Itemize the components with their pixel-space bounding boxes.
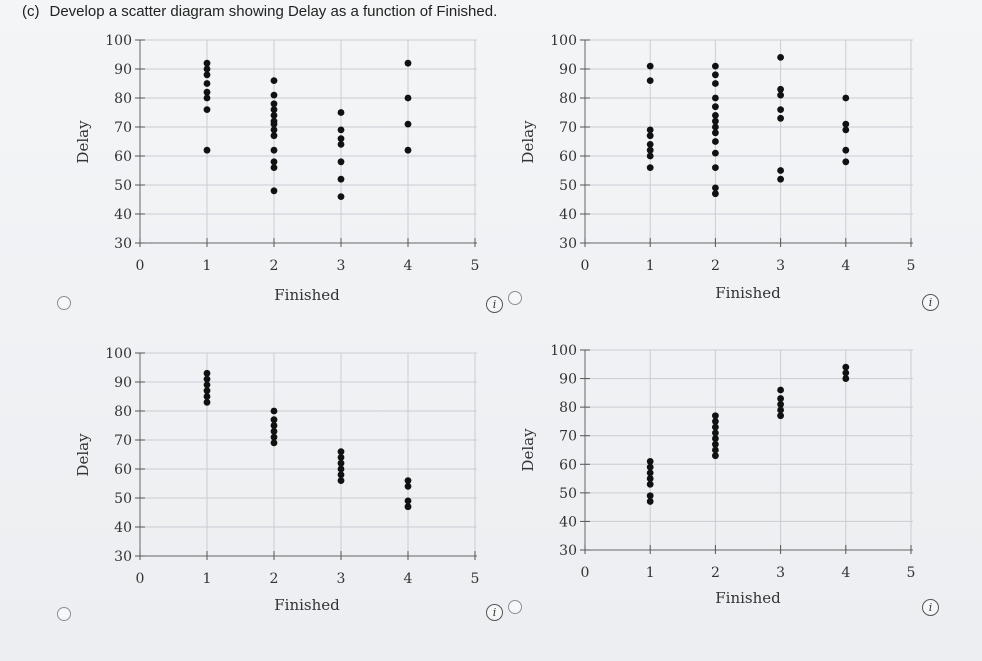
x-tick-label: 4 bbox=[403, 258, 413, 274]
y-tick-label: 90 bbox=[114, 62, 132, 78]
data-point bbox=[405, 477, 412, 484]
data-point bbox=[271, 127, 278, 134]
data-point bbox=[338, 127, 345, 134]
data-point bbox=[338, 454, 345, 461]
option-d-info-icon[interactable]: i bbox=[922, 599, 939, 616]
question-part-label: (c) bbox=[22, 3, 40, 20]
x-tick-label: 4 bbox=[841, 565, 851, 581]
data-point bbox=[712, 63, 719, 70]
scatter-plot-a bbox=[0, 30, 490, 310]
data-point bbox=[338, 141, 345, 148]
data-point bbox=[271, 77, 278, 84]
x-axis-title: Finished bbox=[715, 284, 781, 302]
data-point bbox=[777, 106, 784, 113]
data-point bbox=[842, 127, 849, 134]
y-tick-label: 30 bbox=[114, 236, 132, 252]
data-point bbox=[204, 66, 211, 73]
data-point bbox=[842, 147, 849, 154]
y-tick-label: 80 bbox=[114, 404, 132, 420]
x-tick-label: 5 bbox=[906, 258, 916, 274]
y-tick-label: 50 bbox=[559, 485, 577, 502]
y-tick-label: 70 bbox=[114, 433, 132, 449]
y-tick-label: 100 bbox=[105, 346, 132, 362]
data-point bbox=[338, 193, 345, 200]
x-tick-label: 1 bbox=[645, 258, 655, 274]
data-point bbox=[777, 167, 784, 174]
data-point bbox=[271, 147, 278, 154]
y-axis-title: Delay bbox=[519, 428, 537, 472]
y-tick-label: 70 bbox=[114, 120, 132, 136]
data-point bbox=[271, 164, 278, 171]
data-point bbox=[271, 92, 278, 99]
y-axis-title: Delay bbox=[519, 120, 537, 164]
data-point bbox=[405, 498, 412, 505]
data-point bbox=[338, 460, 345, 467]
data-point bbox=[777, 176, 784, 183]
x-axis-title: Finished bbox=[274, 596, 340, 614]
data-point bbox=[777, 387, 784, 394]
x-tick-label: 3 bbox=[336, 571, 346, 587]
data-point bbox=[271, 422, 278, 429]
y-tick-label: 80 bbox=[559, 400, 577, 417]
data-point bbox=[204, 89, 211, 96]
data-point bbox=[777, 86, 784, 93]
data-point bbox=[647, 458, 654, 465]
x-tick-label: 3 bbox=[776, 258, 786, 274]
data-point bbox=[338, 471, 345, 478]
data-point bbox=[271, 106, 278, 113]
data-point bbox=[204, 147, 211, 154]
y-tick-label: 90 bbox=[559, 371, 577, 388]
option-b-info-icon[interactable]: i bbox=[922, 294, 939, 311]
x-tick-label: 2 bbox=[269, 571, 279, 587]
data-point bbox=[338, 109, 345, 116]
data-point bbox=[712, 138, 719, 145]
y-tick-label: 40 bbox=[559, 514, 577, 531]
data-point bbox=[712, 80, 719, 87]
x-tick-label: 2 bbox=[269, 258, 279, 274]
scatter-plot-c bbox=[0, 340, 490, 620]
data-point bbox=[405, 60, 412, 67]
data-point bbox=[712, 129, 719, 136]
data-point bbox=[777, 54, 784, 61]
data-point bbox=[712, 118, 719, 125]
y-tick-label: 60 bbox=[559, 457, 577, 474]
data-point bbox=[405, 95, 412, 102]
x-tick-label: 5 bbox=[470, 258, 480, 274]
data-point bbox=[647, 164, 654, 171]
option-d-radio[interactable] bbox=[508, 600, 522, 614]
x-axis-title: Finished bbox=[274, 286, 340, 304]
y-tick-label: 30 bbox=[559, 543, 577, 559]
y-tick-label: 60 bbox=[114, 462, 132, 478]
x-tick-label: 3 bbox=[776, 565, 786, 581]
data-point bbox=[271, 118, 278, 125]
y-axis-title: Delay bbox=[74, 433, 92, 477]
data-point bbox=[271, 408, 278, 415]
data-point bbox=[712, 185, 719, 192]
question-text bbox=[22, 3, 497, 20]
y-tick-label: 100 bbox=[105, 33, 132, 49]
data-point bbox=[647, 77, 654, 84]
x-tick-label: 0 bbox=[135, 571, 145, 587]
data-point bbox=[338, 176, 345, 183]
data-point bbox=[712, 103, 719, 110]
y-tick-label: 50 bbox=[114, 491, 132, 507]
data-point bbox=[647, 132, 654, 139]
y-tick-label: 60 bbox=[559, 149, 577, 165]
option-c-radio[interactable] bbox=[57, 607, 71, 621]
data-point bbox=[647, 153, 654, 160]
data-point bbox=[712, 412, 719, 419]
x-tick-label: 0 bbox=[135, 258, 145, 274]
data-point bbox=[712, 150, 719, 157]
data-point bbox=[842, 364, 849, 371]
question-body: Develop a scatter diagram showing Delay as a function of Finished. bbox=[49, 3, 498, 20]
data-point bbox=[842, 95, 849, 102]
y-tick-label: 80 bbox=[114, 91, 132, 107]
data-point bbox=[271, 428, 278, 435]
y-tick-label: 90 bbox=[114, 375, 132, 391]
y-tick-label: 30 bbox=[114, 549, 132, 565]
data-point bbox=[338, 135, 345, 142]
data-point bbox=[338, 448, 345, 455]
option-b-radio[interactable] bbox=[508, 291, 522, 305]
y-tick-label: 60 bbox=[114, 149, 132, 165]
scatter-plot-b bbox=[491, 30, 982, 310]
y-tick-label: 80 bbox=[559, 91, 577, 107]
data-point bbox=[204, 370, 211, 377]
data-point bbox=[204, 71, 211, 78]
y-tick-label: 100 bbox=[550, 343, 577, 359]
data-point bbox=[204, 95, 211, 102]
x-tick-label: 0 bbox=[580, 565, 590, 581]
y-tick-label: 100 bbox=[550, 33, 577, 49]
data-point bbox=[405, 121, 412, 128]
y-axis-title: Delay bbox=[74, 120, 92, 164]
data-point bbox=[204, 60, 211, 67]
data-point bbox=[271, 187, 278, 194]
y-tick-label: 50 bbox=[559, 178, 577, 194]
x-tick-label: 2 bbox=[710, 565, 720, 581]
x-tick-label: 1 bbox=[645, 565, 655, 581]
data-point bbox=[405, 147, 412, 154]
y-tick-label: 40 bbox=[559, 207, 577, 223]
data-point bbox=[712, 190, 719, 197]
x-tick-label: 3 bbox=[336, 258, 346, 274]
data-point bbox=[712, 112, 719, 119]
data-point bbox=[842, 121, 849, 128]
data-point bbox=[647, 147, 654, 154]
data-point bbox=[271, 158, 278, 165]
data-point bbox=[647, 492, 654, 499]
y-tick-label: 30 bbox=[559, 236, 577, 252]
data-point bbox=[405, 483, 412, 490]
data-point bbox=[647, 63, 654, 70]
data-point bbox=[712, 164, 719, 171]
data-point bbox=[204, 399, 211, 406]
x-tick-label: 0 bbox=[580, 258, 590, 274]
data-point bbox=[271, 100, 278, 107]
data-point bbox=[271, 112, 278, 119]
x-axis-title: Finished bbox=[715, 589, 781, 607]
data-point bbox=[204, 106, 211, 113]
y-tick-label: 70 bbox=[559, 428, 577, 445]
data-point bbox=[271, 440, 278, 447]
data-point bbox=[405, 503, 412, 510]
data-point bbox=[712, 124, 719, 131]
data-point bbox=[271, 416, 278, 423]
x-tick-label: 4 bbox=[403, 571, 413, 587]
data-point bbox=[204, 376, 211, 383]
x-tick-label: 1 bbox=[202, 258, 212, 274]
data-point bbox=[204, 393, 211, 400]
data-point bbox=[777, 92, 784, 99]
y-tick-label: 40 bbox=[114, 520, 132, 536]
data-point bbox=[647, 141, 654, 148]
x-tick-label: 5 bbox=[470, 571, 480, 587]
scatter-plot-d bbox=[491, 340, 982, 620]
y-tick-label: 40 bbox=[114, 207, 132, 223]
option-a-info-icon[interactable]: i bbox=[486, 296, 503, 313]
data-point bbox=[204, 382, 211, 389]
data-point bbox=[338, 466, 345, 473]
x-tick-label: 5 bbox=[906, 565, 916, 581]
option-c-info-icon[interactable]: i bbox=[486, 604, 503, 621]
x-tick-label: 4 bbox=[841, 258, 851, 274]
data-point bbox=[777, 115, 784, 122]
y-tick-label: 50 bbox=[114, 178, 132, 194]
data-point bbox=[338, 477, 345, 484]
data-point bbox=[777, 395, 784, 402]
y-tick-label: 70 bbox=[559, 120, 577, 136]
data-point bbox=[647, 127, 654, 134]
data-point bbox=[712, 71, 719, 78]
data-point bbox=[842, 158, 849, 165]
x-tick-label: 2 bbox=[710, 258, 720, 274]
x-tick-label: 1 bbox=[202, 571, 212, 587]
data-point bbox=[338, 158, 345, 165]
data-point bbox=[204, 80, 211, 87]
option-a-radio[interactable] bbox=[57, 296, 71, 310]
data-point bbox=[271, 434, 278, 441]
data-point bbox=[712, 95, 719, 102]
data-point bbox=[204, 387, 211, 394]
data-point bbox=[271, 132, 278, 139]
y-tick-label: 90 bbox=[559, 62, 577, 78]
